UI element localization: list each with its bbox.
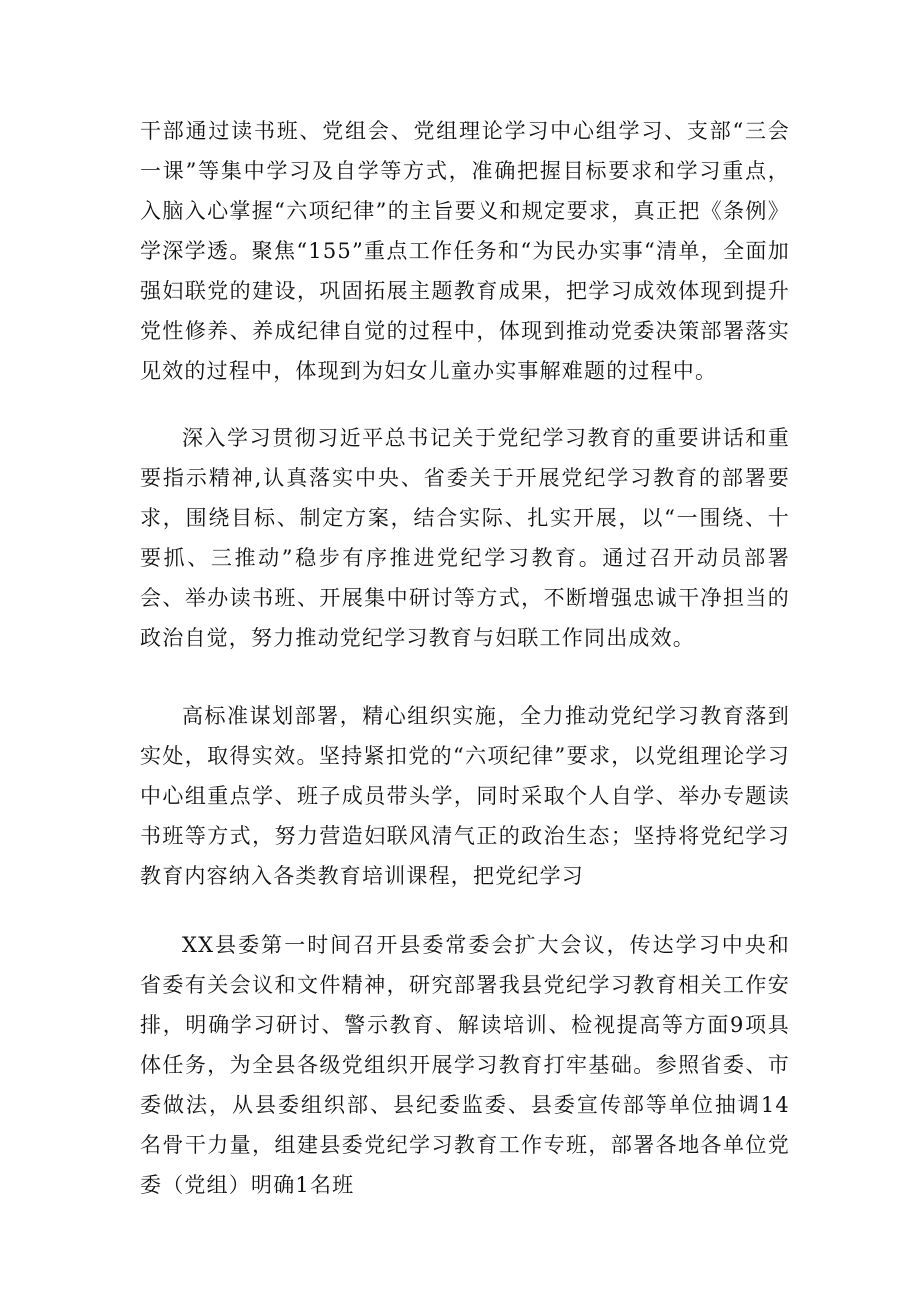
paragraph-4: XX县委第一时间召开县委常委会扩大会议，传达学习中央和省委有关会议和文件精神，研究部署我县党纪学习教育相关工作安排，明确学习研讨、警示教育、解读培训、检视提高等方面9项具体任务，为全县各级党组织开展学习教育打牢基础。参照省委、市委做法，从县委组织部、县纪委监委、县委宣传部等单位抽调14名骨干力量，组建县委党纪学习教育工作专班，部署各地各单位党委（党组）明确1名班 — [140, 933, 790, 1197]
paragraph-2: 深入学习贯彻习近平总书记关于党纪学习教育的重要讲话和重要指示精神,认真落实中央、省委关于开展党纪学习教育的部署要求，围绕目标、制定方案，结合实际、扎实开展，以“一围绕、十要抓、三推动”稳步有序推进党纪学习教育。通过召开动员部署会、举办读书班、开展集中研讨等方式，不断增强忠诚干净担当的政治自觉，努力推动党纪学习教育与妇联工作同出成效。 — [140, 426, 790, 650]
paragraph-1: 干部通过读书班、党组会、党组理论学习中心组学习、支部“三会一课”等集中学习及自学等方式，准确把握目标要求和学习重点，入脑入心掌握“六项纪律”的主旨要义和规定要求，真正把《条例》学深学透。聚焦“155”重点工作任务和“为民办实事“清单，全面加强妇联党的建设，巩固拓展主题教育成果，把学习成效体现到提升党性修养、养成纪律自觉的过程中，体现到推动党委决策部署落实见效的过程中，体现到为妇女儿童办实事解难题的过程中。 — [140, 119, 790, 383]
paragraph-3: 高标准谋划部署，精心组织实施，全力推动党纪学习教育落到实处，取得实效。坚持紧扣党的“六项纪律”要求，以党组理论学习中心组重点学、班子成员带头学，同时采取个人自学、举办专题读书班等方式，努力营造妇联风清气正的政治生态；坚持将党纪学习教育内容纳入各类教育培训课程，把党纪学习 — [140, 704, 790, 888]
